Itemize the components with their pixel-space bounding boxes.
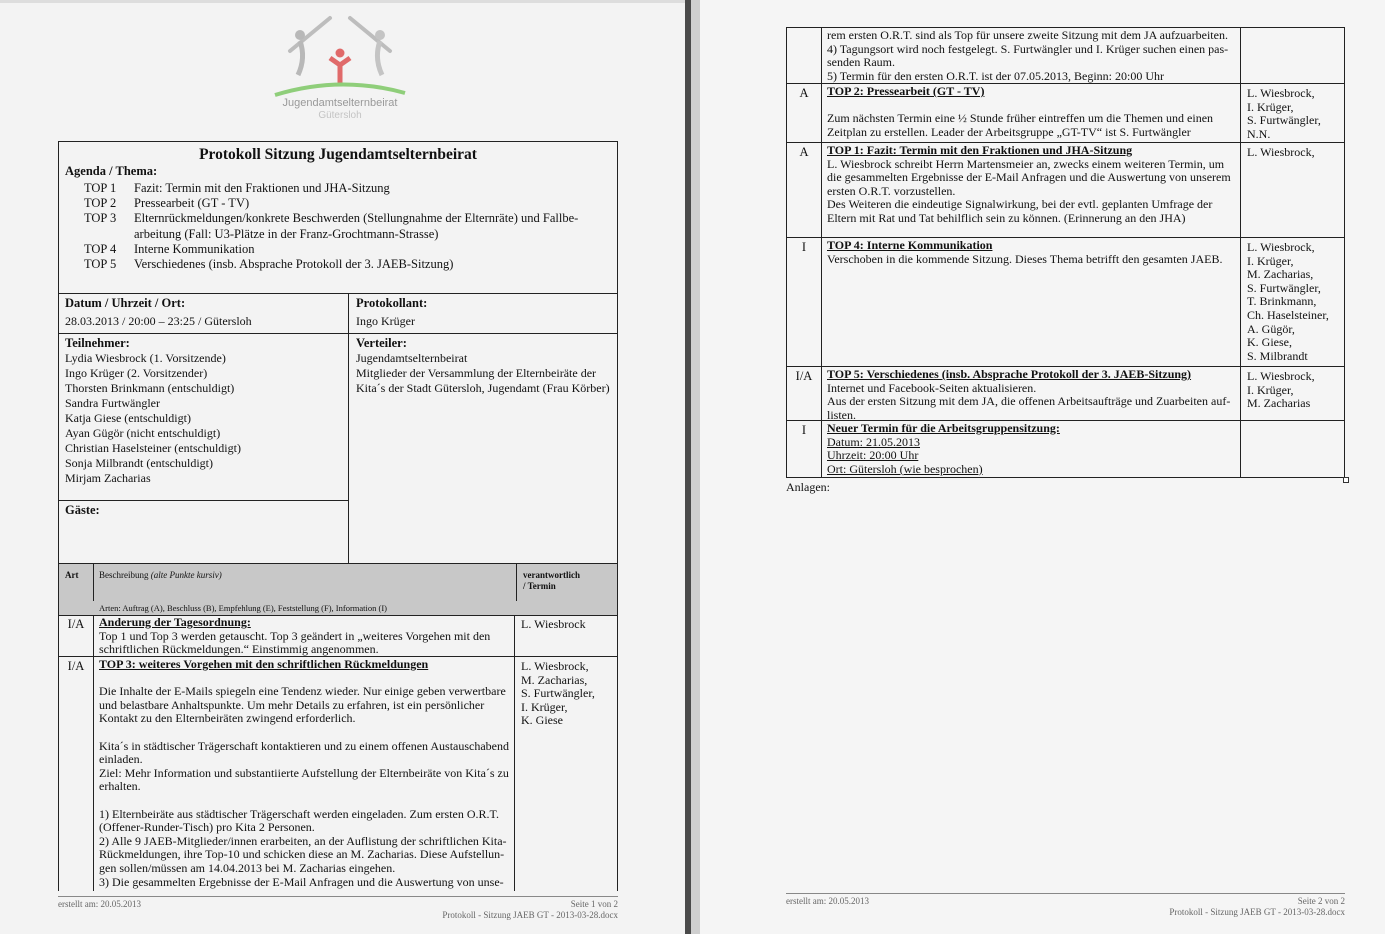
footer-page-number: Seite 2 von 2	[1297, 896, 1345, 906]
teilnehmer-item: Christian Haselsteiner (entschuldigt)	[65, 441, 241, 455]
description-line	[827, 99, 1235, 113]
responsible-person: S. Milbrandt	[1247, 348, 1308, 363]
arten-legend: Arten: Auftrag (A), Beschluss (B), Empfehlung (E), Feststellung (F), Information (I)	[58, 601, 618, 616]
protokollant-cell	[348, 293, 618, 334]
row-art: I	[787, 421, 822, 477]
footer-created: erstellt am: 20.05.2013	[786, 896, 869, 906]
datum-cell	[58, 293, 349, 334]
description-line: 1) Elternbeiräte aus städtischer Trägerschaft werden eingeladen. Zum ersten O.R.T.	[99, 806, 499, 821]
verteiler-list	[356, 351, 610, 396]
teilnehmer-item: Ayan Gügör (nicht entschuldigt)	[65, 426, 221, 440]
responsible-person: M. Zacharias,	[521, 672, 588, 687]
agenda-list	[84, 181, 617, 272]
responsible-person: I. Krüger,	[1247, 99, 1294, 114]
table-header	[58, 563, 618, 602]
row-heading: TOP 3: weiteres Vorgehen mit den schriftlichen Rückmeldungen	[99, 657, 429, 671]
description-line: Eltern mit Rat und Tat behilflich sein zu können. (Erinnerung an den JHA)	[827, 210, 1186, 225]
agenda-item	[84, 211, 617, 241]
responsible-person: K. Giese,	[1247, 335, 1292, 350]
description-line: listen.	[827, 407, 856, 422]
responsible-person: I. Krüger,	[1247, 253, 1294, 268]
row-description	[822, 367, 1241, 420]
teilnehmer-item: Mirjam Zacharias	[65, 471, 151, 485]
description-line: die gesammelten Ergebnisse der E-Mail Anfragen und die Auswertung von unserem	[827, 170, 1231, 185]
table-row	[786, 143, 1345, 238]
table-row	[786, 28, 1345, 84]
verteiler-line: Kita´s der Stadt Gütersloh, Jugendamt (Frau Körber)	[356, 381, 610, 395]
agenda-top-text: Pressearbeit (GT - TV)	[134, 196, 250, 211]
responsible-person: S. Furtwängler,	[1247, 280, 1321, 295]
protocol-table-page-1	[58, 615, 618, 891]
description-line: Top 1 und Top 3 werden getauscht. Top 3 geändert in „weiteres Vorgehen mit den	[99, 628, 491, 643]
description-line: 3) Die gesammelten Ergebnisse der E-Mail Anfragen und die Auswertung von unse-	[99, 874, 504, 889]
row-art: I/A	[59, 615, 94, 656]
row-responsible	[1241, 28, 1344, 83]
description-line: Ziel: Mehr Information und substantiierte Aufstellung der Elternbeiräte von Kita´s zu	[99, 765, 509, 780]
row-responsible	[1241, 143, 1344, 237]
description-line	[99, 726, 509, 740]
document-title: Protokoll Sitzung Jugendamtselternbeirat	[199, 146, 477, 163]
description-line: Zum nächsten Termin eine ½ Stunde früher eintreffen um die Themen und einen	[827, 111, 1214, 126]
responsible-person: L. Wiesbrock,	[1247, 86, 1315, 100]
header-verantwortlich-label: verantwortlich	[523, 570, 580, 580]
agenda-item	[84, 196, 617, 211]
description-line: Zeitplan zu erstellen. Leader der Arbeitsgruppe „GT-TV“ ist S. Furtwängler	[827, 124, 1191, 139]
agenda-item	[84, 181, 617, 196]
row-description	[94, 657, 515, 891]
responsible-person: K. Giese	[521, 713, 563, 728]
description-line: Uhrzeit: 20:00 Uhr	[827, 448, 919, 463]
document-page-2	[700, 0, 1385, 934]
description-line: Datum: 21.05.2013	[827, 434, 920, 449]
description-line: L. Wiesbrock schreibt Herrn Martensmeier an, zwecks einem weiteren Termin, um	[827, 156, 1225, 171]
row-heading: Neuer Termin für die Arbeitsgruppensitzung:	[827, 421, 1060, 435]
row-responsible	[1241, 84, 1344, 142]
footer-page-number: Seite 1 von 2	[570, 899, 618, 909]
teilnehmer-list	[65, 351, 342, 486]
description-line: Kontakt zu den Elternbeiräten zwingend erforderlich.	[99, 711, 356, 726]
agenda-item	[84, 257, 617, 272]
table-row	[786, 84, 1345, 143]
row-description	[822, 143, 1241, 237]
verteiler-label: Verteiler:	[356, 336, 407, 350]
responsible-person: T. Brinkmann,	[1247, 294, 1317, 309]
title-agenda-section	[58, 141, 618, 294]
row-description	[94, 615, 515, 656]
agenda-top-number: TOP 3	[84, 211, 117, 226]
organization-logo	[270, 13, 410, 125]
row-art: I	[787, 238, 822, 366]
description-line: ersten O.R.T. vorzustellen.	[827, 183, 956, 198]
row-description	[822, 28, 1241, 83]
datum-label: Datum / Uhrzeit / Ort:	[65, 296, 186, 310]
footer-right	[1169, 896, 1345, 918]
responsible-person: L. Wiesbrock	[521, 617, 586, 631]
description-line: Verschoben in die kommende Sitzung. Dieses Thema betrifft den gesamten JAEB.	[827, 251, 1223, 266]
responsible-person: I. Krüger,	[521, 699, 568, 714]
description-line: 5) Termin für den ersten O.R.T. ist der 07.05.2013, Beginn: 20:00 Uhr	[827, 68, 1164, 83]
header-beschreibung-note: (alte Punkte kursiv)	[150, 570, 222, 580]
header-beschreibung	[99, 570, 222, 580]
teilnehmer-item: Katja Giese (entschuldigt)	[65, 411, 191, 425]
responsible-person: S. Furtwängler,	[1247, 113, 1321, 128]
footer-right	[442, 899, 618, 921]
datum-value: 28.03.2013 / 20:00 – 23:25 / Gütersloh	[65, 314, 252, 328]
header-beschreibung-label: Beschreibung	[99, 570, 149, 580]
row-responsible	[1241, 421, 1344, 477]
protocol-table-page-2	[786, 27, 1345, 478]
agenda-item	[84, 242, 617, 257]
row-heading: TOP 5: Verschiedenes (insb. Absprache Protokoll der 3. JAEB-Sitzung)	[827, 367, 1192, 381]
teilnehmer-cell	[58, 333, 349, 501]
table-row	[58, 657, 618, 891]
description-line: Die Inhalte der E-Mails spiegeln eine Tendenz wieder. Nur einige geben verwertbare	[99, 684, 506, 699]
table-resize-handle[interactable]	[1343, 477, 1349, 483]
description-line: erhalten.	[99, 779, 141, 794]
description-line: rem ersten O.R.T. sind als Top für unsere zweite Sitzung mit dem JA aufzuarbeiten.	[827, 28, 1228, 42]
responsible-person: S. Furtwängler,	[521, 686, 595, 701]
footer-filename: Protokoll - Sitzung JAEB GT - 2013-03-28.docx	[442, 910, 618, 920]
agenda-top-text: Interne Kommunikation	[134, 241, 255, 256]
table-row	[786, 421, 1345, 478]
header-termin-label: / Termin	[523, 581, 556, 591]
row-heading: TOP 1: Fazit: Termin mit den Fraktionen und JHA-Sitzung	[827, 143, 1133, 157]
agenda-top-text: Verschiedenes (insb. Absprache Protokoll der 3. JAEB-Sitzung)	[134, 257, 454, 272]
responsible-person: N.N.	[1247, 126, 1271, 141]
table-row	[58, 615, 618, 657]
family-house-logo-icon	[270, 13, 410, 98]
responsible-person: L. Wiesbrock,	[1247, 145, 1315, 159]
description-line: Internet und Facebook-Seiten aktualisieren.	[827, 380, 1037, 395]
teilnehmer-label: Teilnehmer:	[65, 336, 130, 350]
row-heading: TOP 2: Pressearbeit (GT - TV)	[827, 84, 985, 98]
responsible-person: A. Gügör,	[1247, 321, 1295, 336]
gaeste-label: Gäste:	[65, 503, 100, 517]
footer-created: erstellt am: 20.05.2013	[58, 899, 141, 909]
protokollant-value: Ingo Krüger	[356, 314, 415, 328]
description-line: senden Raum.	[827, 55, 895, 70]
gaeste-cell	[58, 500, 349, 564]
row-responsible	[515, 657, 617, 891]
description-line: 4) Tagungsort wird noch festgelegt. S. Furtwängler und I. Krüger suchen einen pas-	[827, 41, 1229, 56]
teilnehmer-item: Thorsten Brinkmann (entschuldigt)	[65, 381, 235, 395]
row-art	[787, 28, 822, 83]
row-description	[822, 421, 1241, 477]
description-line	[99, 672, 509, 686]
description-line: Kita´s in städtischer Trägerschaft kontaktieren und zu einem offenen Austauschabend	[99, 738, 509, 753]
description-line: Ort: Gütersloh (wie besprochen)	[827, 461, 983, 476]
row-art: I/A	[59, 657, 94, 891]
footer-filename: Protokoll - Sitzung JAEB GT - 2013-03-28.docx	[1169, 907, 1345, 917]
row-responsible	[515, 615, 617, 656]
description-line: Rückmeldungen, ihre Top-10 und schicken diese an M. Zacharias. Diese Aufstellun-	[99, 847, 505, 862]
header-verantwortlich	[516, 564, 586, 601]
row-art: I/A	[787, 367, 822, 420]
row-responsible	[1241, 367, 1344, 420]
description-line	[99, 794, 509, 808]
description-line: gen sollen/müssen am 14.04.2013 bei M. Zacharias eingehen.	[99, 860, 396, 875]
footer-page-2	[786, 893, 1345, 923]
responsible-person: Ch. Haselsteiner,	[1247, 307, 1329, 322]
row-description	[822, 84, 1241, 142]
row-responsible	[1241, 238, 1344, 366]
teilnehmer-item: Lydia Wiesbrock (1. Vorsitzende)	[65, 351, 226, 365]
responsible-person: L. Wiesbrock,	[1247, 369, 1315, 383]
logo-text-line1: Jugendamtselternbeirat	[282, 97, 398, 109]
teilnehmer-item: Sandra Furtwängler	[65, 396, 160, 410]
row-heading: Anderung der Tagesordnung:	[99, 615, 251, 629]
table-row	[786, 367, 1345, 421]
description-line: 2) Alle 9 JAEB-Mitglieder/innen erarbeiten, an der Auflistung der schriftlichen Kita-	[99, 833, 507, 848]
agenda-top-number: TOP 1	[84, 181, 117, 195]
document-page-1	[0, 0, 685, 934]
responsible-person: L. Wiesbrock,	[521, 659, 589, 673]
description-line: Des Weiteren die eindeutige Signalwirkung, bei der evtl. geplanten Umfrage der	[827, 197, 1213, 212]
responsible-person: M. Zacharias,	[1247, 267, 1314, 282]
description-line: und belastbare Anhaltspunkte. Um mehr Details zu erfahren, ist ein persönlicher	[99, 697, 485, 712]
verteiler-cell	[348, 333, 618, 564]
protokollant-label: Protokollant:	[356, 296, 428, 310]
description-line: schriftlichen Rückmeldungen.“ Einstimmig angenommen.	[99, 642, 379, 657]
page-gap-light	[691, 0, 700, 934]
verteiler-line: Jugendamtselternbeirat	[356, 351, 468, 365]
description-line: einladen.	[99, 752, 143, 767]
agenda-top-text: Fazit: Termin mit den Fraktionen und JHA-Sitzung	[134, 181, 390, 195]
responsible-person: L. Wiesbrock,	[1247, 240, 1315, 254]
row-art: A	[787, 84, 822, 142]
teilnehmer-item: Sonja Milbrandt (entschuldigt)	[65, 456, 213, 470]
description-line: Aus der ersten Sitzung mit dem JA, die offenen Arbeitsaufträge und Zuarbeiten auf-	[827, 394, 1231, 409]
responsible-person: M. Zacharias	[1247, 396, 1311, 411]
header-art: Art	[59, 564, 94, 601]
agenda-label: Agenda / Thema:	[65, 164, 158, 178]
row-description	[822, 238, 1241, 366]
logo-text-line2: Gütersloh	[318, 110, 362, 121]
footer-page-1	[58, 896, 618, 926]
verteiler-line: Mitglieder der Versammlung der Elternbeiräte der	[356, 366, 597, 380]
agenda-top-text: Elternrückmeldungen/konkrete Beschwerden (Stellungnahme der Elternräte) und Fallbe-arbeitung (Fall: U3-Plätze in der Franz-Grochtmann-Strasse)	[134, 211, 579, 241]
row-heading: TOP 4: Interne Kommunikation	[827, 238, 993, 252]
responsible-person: I. Krüger,	[1247, 382, 1294, 397]
teilnehmer-item: Ingo Krüger (2. Vorsitzender)	[65, 366, 208, 380]
row-art: A	[787, 143, 822, 237]
agenda-top-number: TOP 2	[84, 196, 117, 211]
description-line: (Offener-Runder-Tisch) pro Kita 2 Personen.	[99, 820, 315, 835]
agenda-top-number: TOP 4	[84, 241, 117, 256]
anlagen-label: Anlagen:	[786, 480, 830, 494]
agenda-top-number: TOP 5	[84, 257, 117, 272]
table-row	[786, 238, 1345, 367]
